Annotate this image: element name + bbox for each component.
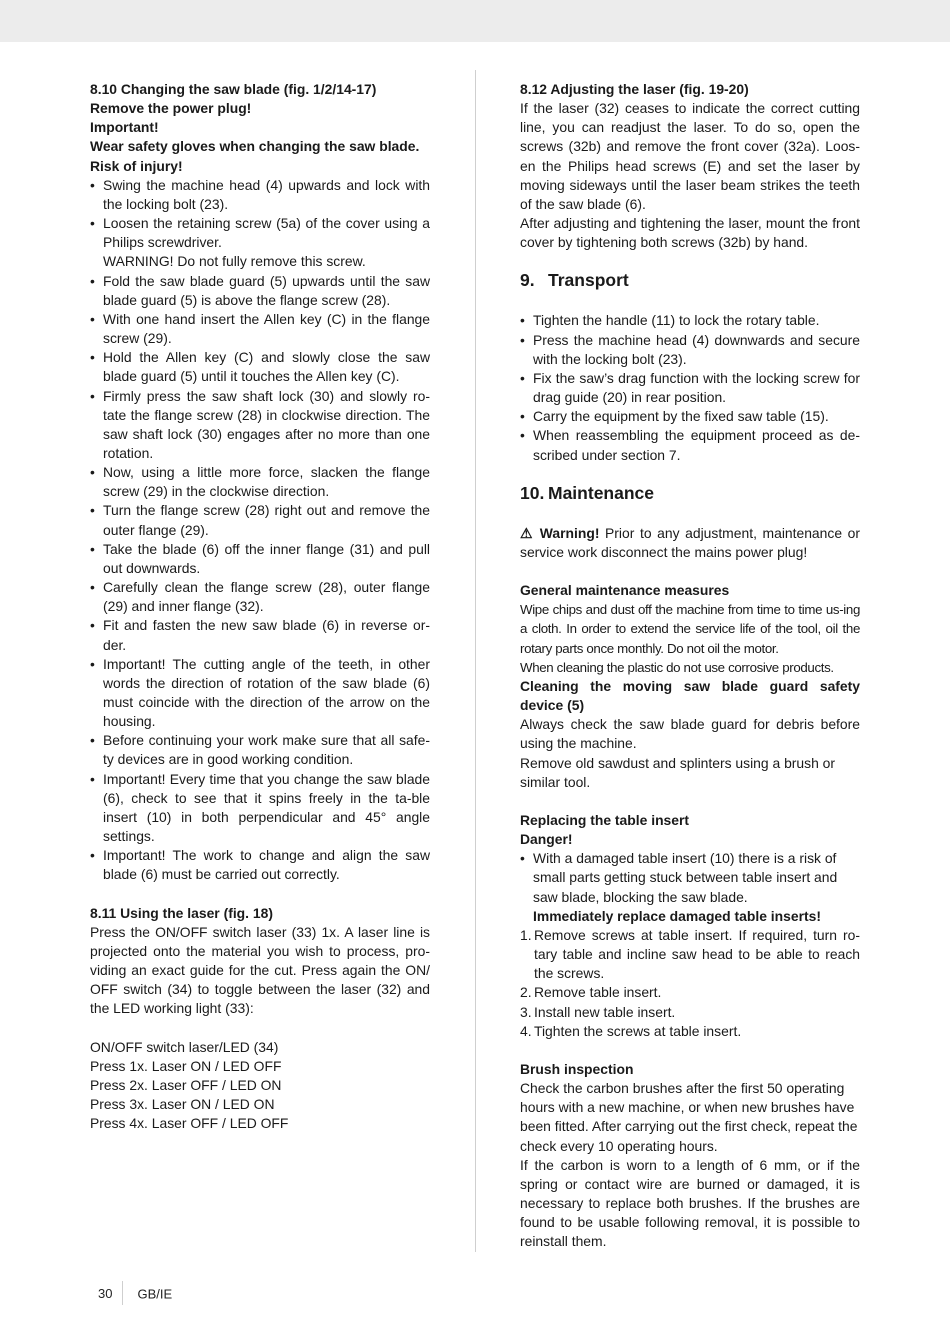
- list-item: • Tighten the handle (11) to lock the rotary table.: [520, 311, 860, 330]
- list-item: • Important! Every time that you change the saw blade (6), check to see that it spins freely in the ta-ble insert (10) in both perpendicular and 45° angle settings.: [90, 770, 430, 847]
- list-item: • With one hand insert the Allen key (C) in the flange screw (29).: [90, 310, 430, 348]
- list-item: • Carefully clean the flange screw (28), outer flange (29) and inner flange (32).: [90, 578, 430, 616]
- list-item: 3. Install new table insert.: [520, 1003, 676, 1020]
- section-811-heading: 8.11 Using the laser (fig. 18): [90, 904, 273, 921]
- list-item: • When reassembling the equipment proceed as de-scribed under section 7.: [520, 426, 860, 464]
- injury-note: Risk of injury!: [90, 157, 183, 174]
- section-810-heading: 8.10 Changing the saw blade (fig. 1/2/14-17): [90, 81, 377, 97]
- important-note: Important!: [90, 119, 159, 136]
- power-plug-note: Remove the power plug!: [90, 100, 252, 117]
- section-10-heading: 10. Maintenance: [520, 482, 654, 503]
- list-item: • Before continuing your work make sure that all safe-ty devices are in good working condition.: [90, 731, 430, 769]
- locale-label: GB/IE: [137, 1286, 173, 1302]
- left-column: [90, 80, 430, 1134]
- laser-line: Press 1x. Laser ON / LED OFF: [90, 1057, 282, 1074]
- column-divider: [475, 70, 476, 1252]
- gloves-note: Wear safety gloves when changing the saw blade.: [90, 138, 420, 155]
- danger-label: Danger!: [520, 831, 573, 848]
- list-item: • Carry the equipment by the fixed saw table (15).: [520, 407, 860, 426]
- warning-icon: ⚠: [520, 524, 535, 541]
- laser-line: ON/OFF switch laser/LED (34): [90, 1038, 279, 1055]
- general-maintenance-text-2: When cleaning the plastic do not use corrosive products.: [520, 659, 834, 675]
- top-band: [0, 0, 950, 42]
- warning-line: WARNING! Do not fully remove this screw.: [103, 253, 366, 270]
- cleaning-text: Always check the saw blade guard for debris before using the machine.: [520, 716, 860, 752]
- laser-line: Press 2x. Laser OFF / LED ON: [90, 1077, 282, 1094]
- list-item: • Take the blade (6) off the inner flange (31) and pull out downwards.: [90, 540, 430, 578]
- page-number: 30: [98, 1286, 113, 1302]
- general-maintenance-text: Wipe chips and dust off the machine from time to time us-ing a cloth. In order to extend the service life of the tool, oil the rotary parts once monthly. Do not oil the motor.: [520, 602, 860, 656]
- list-item: • Fix the saw’s drag function with the locking screw for drag guide (20) in rear position.: [520, 369, 860, 407]
- list-item: • Loosen the retaining screw (5a) of the cover using a Philips screwdriver. WARNING! Do not fully remove this screw.: [90, 214, 430, 271]
- list-item: 1. Remove screws at table insert. If required, turn ro-tary table and incline saw head to be able to reach the screws.: [520, 926, 860, 982]
- page-footer: [98, 1283, 172, 1307]
- list-item: 2. Remove table insert.: [520, 984, 662, 1001]
- laser-adjust-text-2: After adjusting and tightening the laser, mount the front cover by tightening both screws (32b) by hand.: [520, 215, 860, 251]
- right-column: [520, 80, 860, 1252]
- list-item: • Swing the machine head (4) upwards and lock with the locking bolt (23).: [90, 176, 430, 214]
- transport-steps: [520, 311, 860, 464]
- maintenance-warning: ⚠ Warning! Prior to any adjustment, maintenance or service work disconnect the mains power plug!: [520, 524, 860, 560]
- saw-blade-steps: [90, 176, 430, 885]
- list-item: • Now, using a little more force, slacken the flange screw (29) in the clockwise direction.: [90, 463, 430, 501]
- brush-text: Check the carbon brushes after the first 50 operating hours with a new machine, or when new brushes have been fitted. After carrying out the first check, repeat the check every 10 operating hours.: [520, 1080, 858, 1154]
- replacing-heading: Replacing the table insert: [520, 811, 690, 828]
- list-item: 4. Tighten the screws at table insert.: [520, 1022, 742, 1039]
- brush-heading: Brush inspection: [520, 1060, 634, 1077]
- list-item: • Fold the saw blade guard (5) upwards until the saw blade guard (5) is above the flange screw (28).: [90, 272, 430, 310]
- list-item: • Important! The cutting angle of the teeth, in other words the direction of rotation of the saw blade (6) must coincide with the direction of the arrow on the housing.: [90, 655, 430, 732]
- section-9-title: Transport: [548, 270, 629, 291]
- section-812-heading: 8.12 Adjusting the laser (fig. 19-20): [520, 81, 749, 97]
- list-item: • With a damaged table insert (10) there is a risk of small parts getting stuck between table insert and saw blade, blocking the saw blade. Immediately replace damaged table inserts!: [520, 849, 860, 926]
- laser-adjust-text: If the laser (32) ceases to indicate the correct cutting line, you can readjust the laser. To do so, open the screws (32b) and remove the front cover (32a). Loos-en the Philips head screws (E) and set the laser by moving sideways until the laser beam strikes the teeth of the saw blade (6).: [520, 100, 860, 212]
- list-item: • Fit and fasten the new saw blade (6) in reverse or-der.: [90, 616, 430, 654]
- section-9-heading: 9. Transport: [520, 270, 629, 291]
- footer-separator: [122, 1281, 123, 1305]
- list-item: • Hold the Allen key (C) and slowly close the saw blade guard (5) until it touches the Allen key (C).: [90, 348, 430, 386]
- list-item: • Firmly press the saw shaft lock (30) and slowly ro-tate the flange screw (28) in clockwise direction. The saw shaft lock (30) engages after no more than one rotation.: [90, 387, 430, 464]
- laser-line: Press 4x. Laser OFF / LED OFF: [90, 1115, 289, 1132]
- general-maintenance-heading: General maintenance measures: [520, 582, 730, 599]
- cleaning-heading: Cleaning the moving saw blade guard safety device (5): [520, 677, 860, 714]
- list-item: • Turn the flange screw (28) right out and remove the outer flange (29).: [90, 501, 430, 539]
- replacing-notes: [520, 849, 860, 926]
- list-item: • Press the machine head (4) downwards and secure with the locking bolt (23).: [520, 331, 860, 369]
- list-item: • Important! The work to change and align the saw blade (6) must be carried out correctly.: [90, 846, 430, 884]
- replacing-steps: [520, 926, 860, 1041]
- laser-usage-text: Press the ON/OFF switch laser (33) 1x. A laser line is projected onto the material you wish to process, pro-viding an exact guide for the cut. Press again the ON/ OFF switch (34) to toggle between the laser (32) and the LED working light (33):: [90, 923, 430, 1017]
- section-10-title: Maintenance: [548, 482, 654, 503]
- laser-line: Press 3x. Laser ON / LED ON: [90, 1096, 275, 1113]
- cleaning-text-2: Remove old sawdust and splinters using a brush or similar tool.: [520, 754, 836, 790]
- brush-text-2: If the carbon is worn to a length of 6 mm, or if the spring or contact wire are burned or damaged, it is necessary to replace both brushes. If the brushes are found to be usable following removal, it is possible to reinstall them.: [520, 1156, 860, 1250]
